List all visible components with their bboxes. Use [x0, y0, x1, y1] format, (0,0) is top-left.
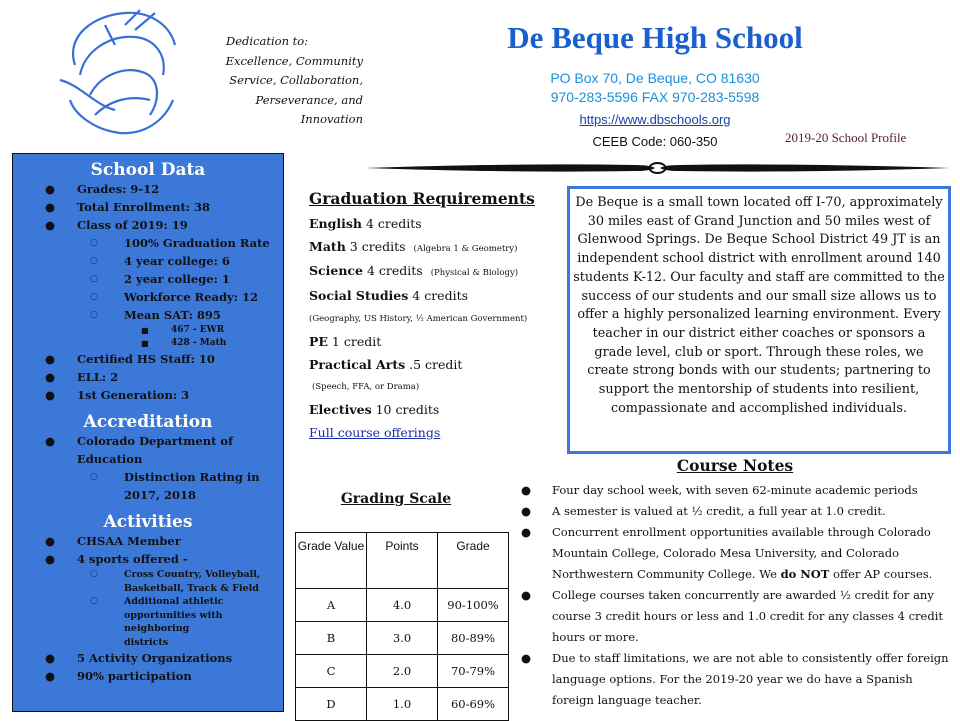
dedication [200, 32, 363, 130]
requirement-practical-arts: Practical Arts .5 credit [309, 356, 463, 372]
cell: A [296, 589, 367, 622]
requirement-note: (Geography, US History, ½ American Government) [309, 313, 528, 324]
list-item: ● Certified HS Staff: 10 [45, 352, 215, 366]
list-item: ● Colorado Department of Education [45, 434, 234, 466]
course-notes-title: Course Notes [676, 456, 794, 475]
list-item: ○ Distinction Rating in 2017, 2018 [90, 470, 260, 502]
course-notes [515, 455, 955, 711]
table-row [296, 589, 509, 622]
list-item: ○ Additional athletic opportunities with neighboring districts [90, 596, 224, 648]
header-cell: Grade Value [296, 533, 367, 589]
cell: 70-79% [438, 655, 509, 688]
header-cell: Points [367, 533, 438, 589]
cell: 80-89% [438, 622, 509, 655]
grading-scale-table [295, 532, 509, 721]
ceeb-code: CEEB Code: 060-350 [592, 134, 718, 149]
requirement-english: English 4 credits [309, 215, 422, 231]
school-data-title: School Data [90, 160, 206, 180]
school-data-sidebar [12, 153, 284, 712]
requirement-pe: PE 1 credit [309, 333, 382, 349]
list-item: ● 90% participation [45, 669, 192, 683]
requirement-math: Math 3 credits (Algebra 1 & Geometry) [309, 238, 518, 254]
cell: 3.0 [367, 622, 438, 655]
list-item: ○ 2 year college: 1 [90, 272, 230, 286]
dedication-line: Excellence, Community [225, 53, 363, 68]
dedication-line: Service, Collaboration, [229, 73, 363, 87]
list-item: ● Concurrent enrollment opportunities available through Colorado Mountain College, Colorado Mesa University, and Colorado Northwestern Community College. We do NOT offer AP courses. [521, 525, 933, 581]
list-item: ● 5 Activity Organizations [45, 651, 233, 665]
dedication-line: Perseverance, and [255, 92, 363, 107]
full-course-offerings-link[interactable]: Full course offerings [309, 424, 441, 440]
list-item: ● College courses taken concurrently are awarded ½ credit for any course 3 credit hours or less and 1.0 credit for any classes 4 credit hours or more. [521, 588, 944, 644]
profile-year: 2019-20 School Profile [785, 130, 907, 145]
dedication-line: Dedication to: [226, 34, 309, 48]
list-item: ● CHSAA Member [45, 534, 181, 548]
list-item: ● 4 sports offered - [45, 552, 188, 566]
cell: 90-100% [438, 589, 509, 622]
cell: 2.0 [367, 655, 438, 688]
requirement-social-studies: Social Studies 4 credits [309, 288, 469, 304]
list-item: ■ 428 - Math [141, 338, 227, 348]
accreditation-title: Accreditation [83, 412, 213, 432]
requirement-note: (Speech, FFA, or Drama) [312, 382, 420, 393]
website-link[interactable]: https://www.dbschools.org [579, 112, 731, 127]
cell: B [296, 622, 367, 655]
activities-title: Activities [103, 512, 193, 532]
list-item: ○ Cross Country, Volleyball, Basketball, Track & Field [90, 569, 261, 594]
graduation-requirements [309, 188, 569, 445]
cell: 1.0 [367, 688, 438, 721]
dedication-line: Innovation [300, 112, 363, 126]
address: PO Box 70, De Beque, CO 81630 [550, 70, 760, 86]
dragon-logo [55, 5, 185, 140]
cell: C [296, 655, 367, 688]
requirement-electives: Electives 10 credits [309, 402, 440, 418]
cell: 4.0 [367, 589, 438, 622]
list-item: ○ Mean SAT: 895 [90, 308, 221, 322]
list-item: ○ Workforce Ready: 12 [90, 290, 258, 304]
table-row [296, 622, 509, 655]
list-item: ○ 4 year college: 6 [90, 254, 230, 268]
cell: D [296, 688, 367, 721]
list-item: ● ELL: 2 [45, 370, 119, 384]
table-row [296, 688, 509, 721]
list-item: ● Total Enrollment: 38 [45, 200, 211, 214]
phone: 970-283-5596 FAX 970-283-5598 [550, 89, 760, 105]
grading-scale-title: Grading Scale [340, 491, 452, 507]
table-header-row [296, 533, 509, 589]
school-title: De Beque High School [507, 20, 803, 55]
list-item: ● Four day school week, with seven 62-minute academic periods [521, 483, 918, 497]
graduation-title: Graduation Requirements [309, 189, 535, 208]
ornamental-divider [365, 158, 950, 178]
table-row [296, 655, 509, 688]
cell: 60-69% [438, 688, 509, 721]
list-item: ● Due to staff limitations, we are not able to consistently offer foreign language options. For the 2019-20 year we do have a Spanish foreign language teacher. [521, 651, 949, 707]
list-item: ● 1st Generation: 3 [45, 388, 190, 402]
list-item: ● Class of 2019: 19 [45, 218, 188, 232]
requirement-science: Science 4 credits (Physical & Biology) [309, 263, 519, 279]
header-cell: Grade [438, 533, 509, 589]
list-item: ● Grades: 9-12 [45, 182, 160, 196]
list-item: ● A semester is valued at ½ credit, a full year at 1.0 credit. [521, 504, 886, 518]
list-item: ○ 100% Graduation Rate [90, 236, 270, 250]
school-description: De Beque is a small town located off I-70, approximately 30 miles east of Grand Junction and 50 miles west of Glenwood Springs. De Beque School District 49 JT is an independent school district with enrollment around 140 students K-12. Our faculty and staff are committed to the success of our students and our small size allows us to offer a highly personalized learning environment. Every teacher in our district either coaches or sponsors a grade level, club or sport. Through these roles, we create strong bonds with our students; partnering to support the mentorship of students into resilient, compassionate and accomplished individuals. [567, 186, 951, 454]
list-item: ■ 467 - EWR [141, 325, 225, 335]
